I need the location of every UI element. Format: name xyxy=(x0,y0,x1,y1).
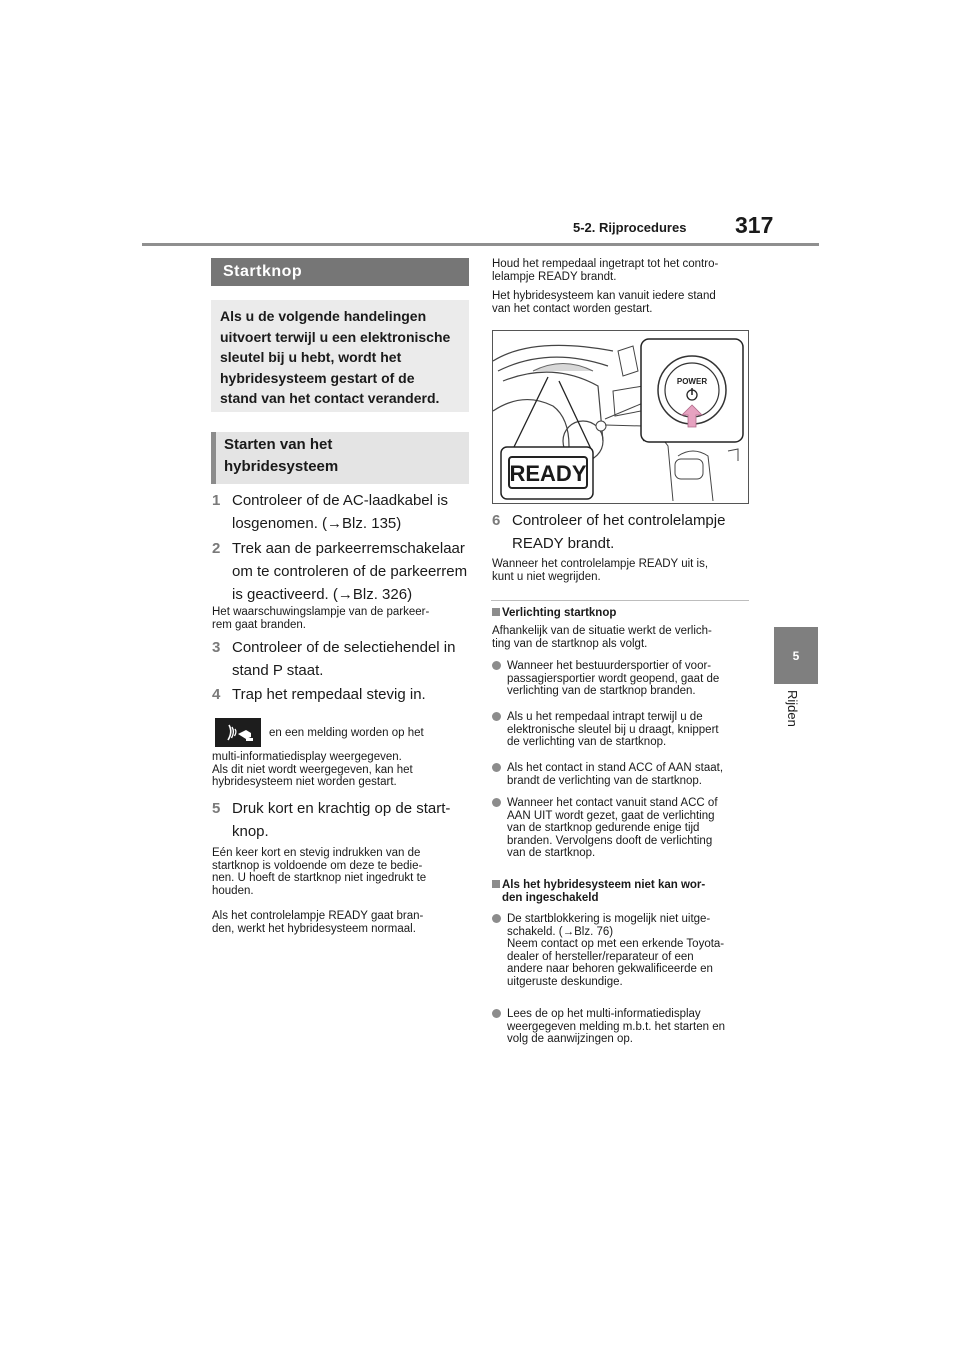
header-divider xyxy=(142,243,819,246)
bullet-icon xyxy=(492,712,501,721)
list-item: Lees de op het multi-informatiedisplay weergegeven melding m.b.t. het starten en volg de aanwijzingen op. xyxy=(492,1008,752,1046)
step-5-note: Eén keer kort en stevig indrukken van de startknop is voldoende om deze te bedie- nen. U hoeft de startknop niet ingedrukt te houden. xyxy=(212,847,427,897)
list-item: Als u het rempedaal intrapt terwijl u de elektronische sleutel bij u draagt, knippert de verlichting van de startknop. xyxy=(492,711,752,749)
list-item: Als het contact in stand ACC of AAN staat, brandt de verlichting van de startknop. xyxy=(492,762,752,788)
brake-pedal-warning-icon xyxy=(215,718,261,747)
icon-note: multi-informatiedisplay weergegeven. Als dit niet wordt weergegeven, kan het hybridesysteem niet worden gestart. xyxy=(212,751,413,788)
bullet-icon xyxy=(492,1009,501,1018)
list-item: De startblokkering is mogelijk niet uitge- schakeld. (→Blz. 76) Neem contact op met een erkende Toyota- dealer of hersteller/reparateur of een andere naar behoren gekwalificeerde en uitgeruste deskundige. xyxy=(492,913,752,989)
step-4: 4 Trap het rempedaal stevig in. xyxy=(212,686,426,703)
start-failure-heading: Als het hybridesysteem niet kan wor- den ingeschakeld xyxy=(492,879,750,905)
step-1: 1 Controleer of de AC-laadkabel is losgenomen. (→Blz. 135) xyxy=(212,492,448,532)
chapter-label: Rijden xyxy=(785,690,800,727)
icon-note-first-line: en een melding worden op het xyxy=(269,727,424,739)
step-2-note: Het waarschuwingslampje van de parkeer- rem gaat branden. xyxy=(212,606,430,631)
intro-box: Als u de volgende handelingen uitvoert terwijl u een elektronische sleutel bij u hebt, wordt het hybridesysteem gestart of de stand van het contact veranderd. xyxy=(211,300,469,412)
step-6: 6 Controleer of het controlelampje READY brandt. xyxy=(492,512,726,552)
dashboard-drawing xyxy=(493,331,749,504)
bullet-icon xyxy=(492,914,501,923)
page-number: 317 xyxy=(735,212,774,238)
chapter-tab: 5 xyxy=(774,627,818,684)
section-header: 5-2. Rijprocedures xyxy=(573,220,687,235)
start-any-mode-note: Het hybridesysteem kan vanuit iedere stand van het contact worden gestart. xyxy=(492,290,716,315)
step-2: 2 Trek aan de parkeerremschakelaar om te controleren of de parkeerrem is geactiveerd. (→Blz. 326) xyxy=(212,540,468,603)
ready-note: Als het controlelampje READY gaat bran- den, werkt het hybridesysteem normaal. xyxy=(212,910,424,935)
svg-text:POWER: POWER xyxy=(676,377,708,386)
square-bullet-icon xyxy=(492,608,500,616)
step-5: 5 Druk kort en krachtig op de start- knop. xyxy=(212,800,451,840)
bullet-icon xyxy=(492,763,501,772)
lighting-heading: Verlichting startknop xyxy=(492,607,750,621)
step-3: 3 Controleer of de selectiehendel in stand P staat. xyxy=(212,639,456,679)
dashboard-illustration xyxy=(492,330,749,504)
square-bullet-icon xyxy=(492,880,500,888)
svg-text:READY: READY xyxy=(509,461,587,486)
bullet-icon xyxy=(492,798,501,807)
step-6-note: Wanneer het controlelampje READY uit is, kunt u niet wegrijden. xyxy=(492,558,709,583)
bullet-icon xyxy=(492,661,501,670)
section-divider xyxy=(491,600,749,601)
list-item: Wanneer het contact vanuit stand ACC of AAN UIT wordt gezet, gaat de verlichting van de startknop gedurende enige tijd branden. Vervolgens dooft de verlichting van de startknop. xyxy=(492,797,752,861)
lighting-intro: Afhankelijk van de situatie werkt de verlich- ting van de startknop als volgt. xyxy=(492,625,712,650)
list-item: Wanneer het bestuurdersportier of voor- passagiersportier wordt geopend, gaat de verlichting van de startknop branden. xyxy=(492,660,752,698)
hold-brake-note: Houd het rempedaal ingetrapt tot het contro- lelampje READY brandt. xyxy=(492,258,719,283)
subsection-title: Starten van het hybridesysteem xyxy=(211,432,469,484)
section-title-bar: Startknop xyxy=(211,258,469,286)
